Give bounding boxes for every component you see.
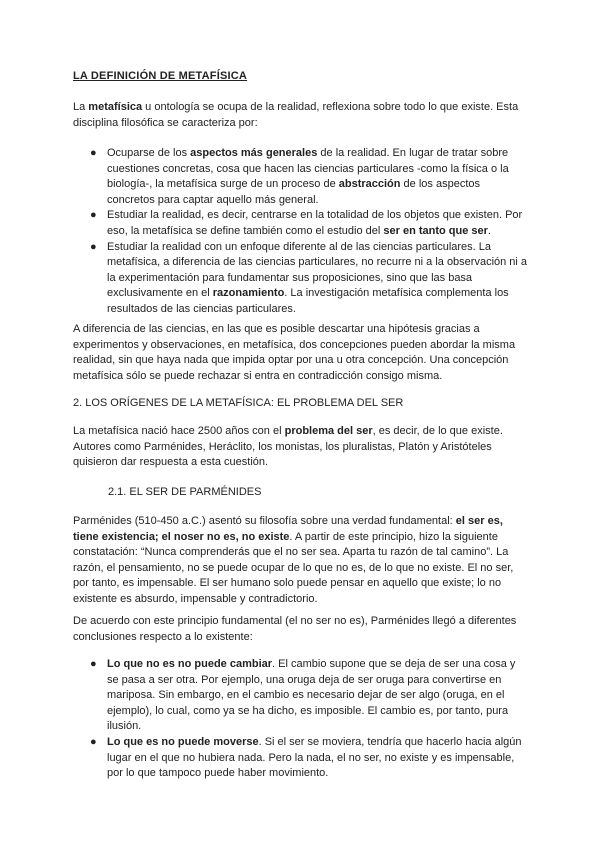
paragraph-conclusions: De acuerdo con este principio fundamental (el no ser no es), Parménides llegó a diferentes conclusiones respecto a lo existente: bbox=[73, 615, 517, 643]
page-title: LA DEFINICIÓN DE METAFÍSICA bbox=[73, 70, 248, 82]
bullet-icon: ● bbox=[90, 240, 97, 253]
list-item bbox=[73, 735, 528, 782]
list-item bbox=[73, 146, 528, 208]
list-item bbox=[73, 657, 528, 735]
list-item bbox=[73, 240, 528, 318]
paragraph-bold: el ser es, tiene existencia; el noser no es, no existe bbox=[73, 515, 503, 543]
intro-paragraph bbox=[73, 100, 528, 131]
list-item-bold: Lo que no es no puede cambiar bbox=[107, 658, 273, 670]
intro-bold: metafísica bbox=[88, 101, 143, 113]
list-item-bold: Lo que es no puede moverse bbox=[107, 735, 259, 748]
bullet-icon: ● bbox=[90, 735, 97, 748]
list-item-text: de los aspectos concretos para captar aquello más general. bbox=[107, 178, 480, 206]
paragraph-text: , es decir, de lo que existe. Autores como Parménides, Heráclito, los monistas, los pluralistas, Platón y Aristóteles quisieron dar respuesta a esta cuestión. bbox=[73, 425, 503, 469]
list-item-text: . bbox=[487, 224, 491, 237]
intro-text-2: u ontología se ocupa de la realidad, reflexiona sobre todo lo que existe. Esta disciplina filosófica se caracteriza por: bbox=[73, 101, 519, 129]
list-item-text: . Si el ser se moviera, tendría que hacerlo hacia algún lugar en el que no hubiera nada. Pero la nada, el no ser, no existe y es impensable, por lo que tampoco puede haber movimiento. bbox=[107, 735, 522, 780]
bullet-icon: ● bbox=[90, 147, 97, 159]
list-item-text: Estudiar la realidad con un enfoque diferente al de las ciencias particulares. La metafísica, a diferencia de las ciencias particulares, no recurre ni a la observación ni a la experimentación para fundamentar sus proposiciones, sino que las basa exclusivamente en el bbox=[107, 240, 528, 300]
list-item-bold: aspectos más generales bbox=[190, 147, 318, 159]
list-item-text: . La investigación metafísica complementa los resultados de las ciencias particulares. bbox=[107, 287, 509, 315]
bullet-icon: ● bbox=[90, 658, 97, 670]
paragraph-sciences: A diferencia de las ciencias, en las que es posible descartar una hipótesis gracias a experimentos y observaciones, en metafísica, dos concepciones pueden abordar la misma realidad, sin que haya nada que impida optar por una u otra concepción. Una concepción metafísica sólo se puede rechazar si entra en contradicción consigo misma. bbox=[73, 323, 516, 382]
list-item-text: Estudiar la realidad, es decir, centrarse en la totalidad de los objetos que existen. Por eso, la metafísica se define también como el estudio del bbox=[107, 209, 523, 237]
list-item-bold: abstracción bbox=[338, 178, 401, 191]
list-item-text: de la realidad. En lugar de tratar sobre cuestiones concretas, cosa que hacen las ciencias particulares -como la física o la biología-, la metafísica surge de un proceso de bbox=[107, 147, 509, 191]
section-heading-2: 2. LOS ORÍGENES DE LA METAFÍSICA: EL PROBLEMA DEL SER bbox=[73, 397, 404, 409]
subsection-heading-2-1: 2.1. EL SER DE PARMÉNIDES bbox=[108, 486, 262, 498]
paragraph-text: . A partir de este principio, hizo la siguiente constatación: “Nunca comprenderás que el no ser sea. Aparta tu razón de tal camino”. La razón, el pensamiento, no se puede ocupar de lo que no es, de lo que no existe. El no ser, por tanto, es impensable. El ser humano solo puede pensar en aquello que existe; lo no existente es absurdo, impensable y contradictorio. bbox=[73, 530, 514, 605]
list-item-bold: ser en tanto que ser bbox=[383, 224, 488, 237]
list-item-text: Ocuparse de los bbox=[107, 147, 191, 159]
paragraph-origins bbox=[73, 424, 528, 471]
conclusions-list bbox=[73, 657, 528, 782]
paragraph-text: La metafísica nació hace 2500 años con el bbox=[73, 425, 285, 437]
list-item bbox=[73, 208, 528, 239]
paragraph-text: Parménides (510-450 a.C.) asentó su filosofía sobre una verdad fundamental: bbox=[73, 515, 456, 527]
paragraph-parmenides bbox=[73, 514, 528, 608]
bullet-icon: ● bbox=[90, 209, 97, 222]
list-item-text: . El cambio supone que se deja de ser una cosa y se pasa a ser otra. Por ejemplo, una oruga deja de ser oruga para convertirse en mariposa. Sin embargo, en el cambio es necesario dejar de ser algo (oruga, en el ejemplo), lo cual, como ya se ha dicho, es imposible. El cambio es, por tanto, pura ilusión. bbox=[107, 658, 516, 733]
characteristics-list bbox=[73, 146, 528, 318]
paragraph-bold: problema del ser bbox=[284, 425, 373, 437]
intro-text: La bbox=[73, 101, 89, 113]
list-item-bold: razonamiento bbox=[212, 287, 285, 300]
